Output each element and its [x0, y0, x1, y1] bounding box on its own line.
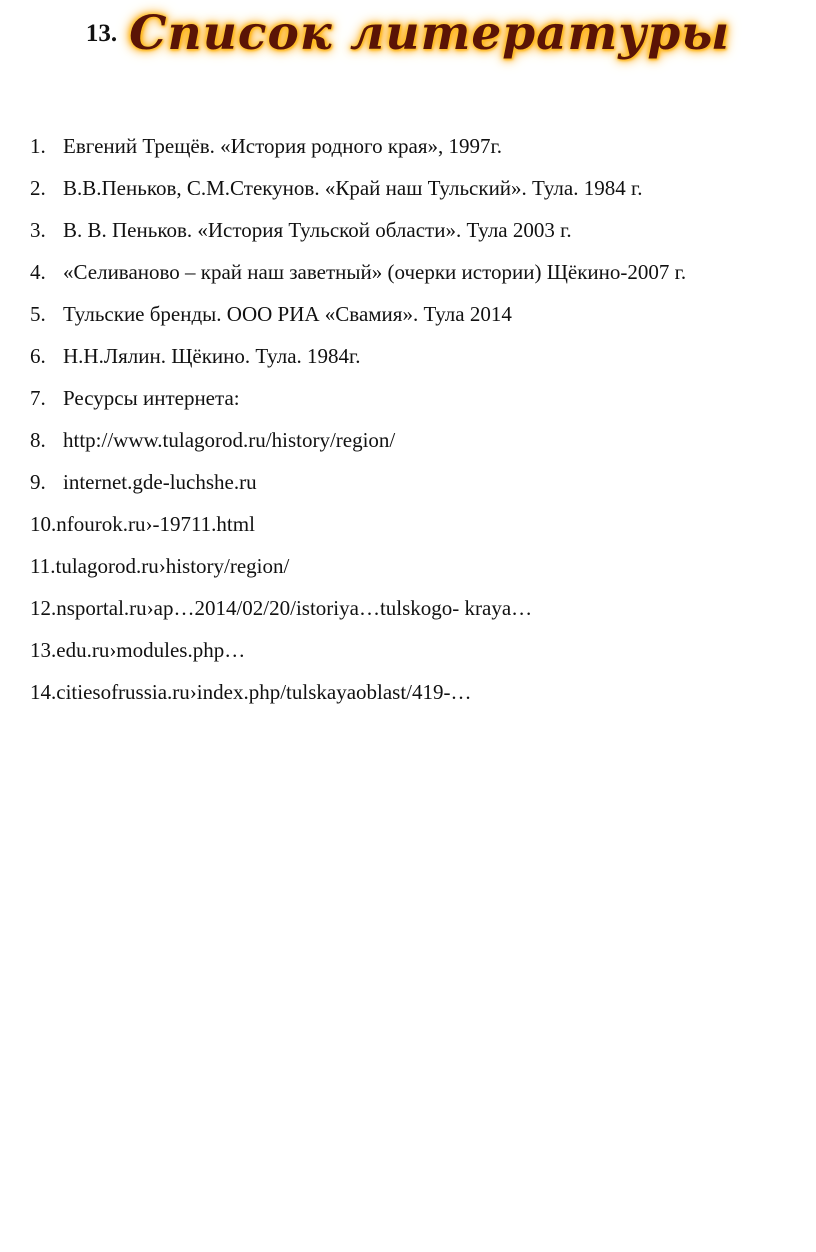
- reference-item: [30, 293, 810, 335]
- heading-title: Список литературы: [129, 6, 731, 61]
- reference-link[interactable]: edu.ru›modules.php…: [56, 638, 246, 662]
- reference-item: [30, 545, 810, 587]
- reference-item: [30, 335, 810, 377]
- reference-number: 14.: [30, 680, 57, 704]
- reference-item: [30, 629, 810, 671]
- reference-item: [30, 587, 810, 629]
- reference-item: [30, 377, 810, 419]
- reference-text: Ресурсы интернета:: [63, 386, 240, 410]
- reference-number: 1.: [30, 134, 46, 158]
- reference-link[interactable]: tulagorod.ru›history/region/: [55, 554, 290, 578]
- reference-link[interactable]: nfourok.ru›-19711.html: [56, 512, 255, 536]
- reference-text: Евгений Трещёв. «История родного края», 1997г.: [63, 134, 502, 158]
- reference-item: [30, 503, 810, 545]
- reference-number: 13.: [30, 638, 57, 662]
- reference-number: 5.: [30, 302, 46, 326]
- reference-item: [30, 167, 810, 209]
- reference-link[interactable]: citiesofrussia.ru›index.php/tulskayaoblast/419-…: [56, 680, 472, 704]
- reference-number: 4.: [30, 260, 46, 284]
- reference-item: [30, 125, 810, 167]
- reference-item: [30, 251, 810, 293]
- reference-link[interactable]: nsportal.ru›ap…2014/02/20/istoriya…tulskogo- kraya…: [56, 596, 533, 620]
- reference-list: [30, 125, 810, 713]
- reference-number: 9.: [30, 470, 46, 494]
- reference-number: 3.: [30, 218, 46, 242]
- reference-item: [30, 671, 810, 713]
- reference-number: 10.: [30, 512, 57, 536]
- reference-number: 8.: [30, 428, 46, 452]
- reference-text: Тульские бренды. ООО РИА «Свамия». Тула 2014: [63, 302, 512, 326]
- reference-link[interactable]: internet.gde-luchshe.ru: [63, 470, 257, 494]
- reference-item: [30, 461, 810, 503]
- heading-number: 13.: [85, 19, 118, 47]
- reference-number: 11.: [30, 554, 56, 578]
- reference-text: «Селиваново – край наш заветный» (очерки истории) Щёкино-2007 г.: [63, 260, 687, 284]
- reference-text: В.В.Пеньков, С.М.Стекунов. «Край наш Тульский». Тула. 1984 г.: [63, 176, 643, 200]
- page-heading: [0, 6, 816, 61]
- reference-number: 6.: [30, 344, 46, 368]
- reference-text: В. В. Пеньков. «История Тульской области». Тула 2003 г.: [63, 218, 572, 242]
- reference-number: 12.: [30, 596, 57, 620]
- reference-item: [30, 209, 810, 251]
- reference-number: 2.: [30, 176, 46, 200]
- reference-number: 7.: [30, 386, 46, 410]
- reference-text: Н.Н.Лялин. Щёкино. Тула. 1984г.: [63, 344, 361, 368]
- reference-link[interactable]: http://www.tulagorod.ru/history/region/: [63, 428, 396, 452]
- reference-item: [30, 419, 810, 461]
